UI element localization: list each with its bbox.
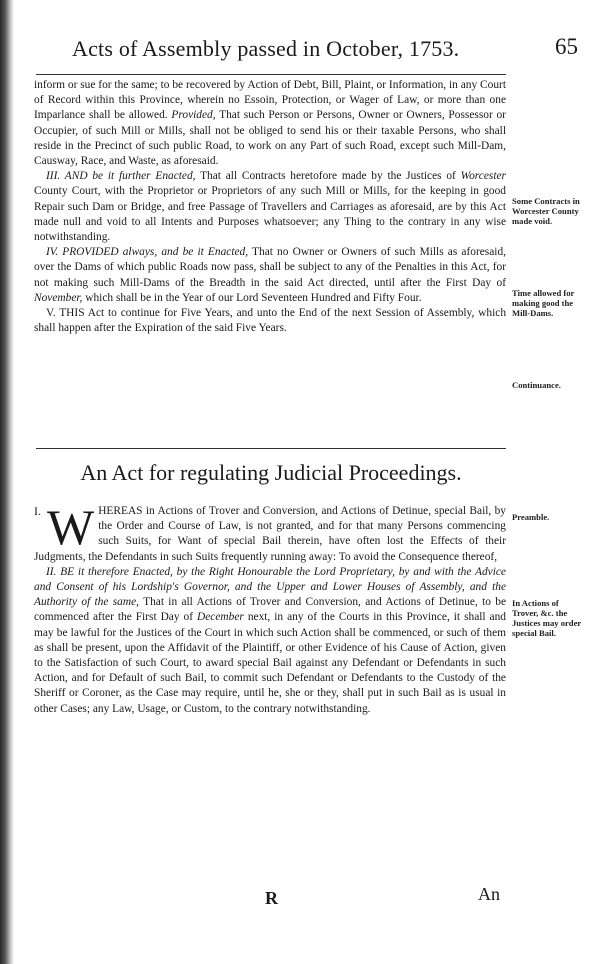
proviso-heading: Provided, [171,109,216,122]
section-divider-rule [36,448,506,449]
paragraph-4: IV. PROVIDED always, and be it Enacted, That no Owner or Owners of such Mills as aforesaid, over the Dams of which public Roads now pass, shall be subject to any of the Penalties in this Act, for not making such Mill-Dams of the Breadth in the said Act directed, until after the First Day of November, which shall be in the Year of our Lord Seventeen Hundred and Fifty Four. [34,246,506,304]
paragraph-5-heading: V. THIS [46,307,85,320]
paragraph-1-number: I. [34,504,41,518]
margin-note-continuance: Continuance. [512,380,561,390]
paragraph-continued: inform or sue for the same; to be recovered by Action of Debt, Bill, Plaint, or Information, in any Court of Record within this Province, wherein no Essoin, Protection, or Wager of Law, or more than one Imparlance shall be allowed. Provided, That such Person or Persons, Owner or Owners, Possessor or Occupier, of such Mill or Mills, shall not be obliged to send his or their taxable Persons, who shall reside in the Precinct of such public Road, to work on any Part of such Road, except such Mill-Dam, Causway, Race, and Waste, as aforesaid. [34,79,506,168]
act-title: An Act for regulating Judicial Proceedings. [80,460,462,485]
page-header [60,32,580,66]
paragraph-4-heading: IV. PROVIDED always, and be it Enacted, [46,246,249,259]
page-binding-edge [0,0,14,964]
paragraph-3: III. AND be it further Enacted, That all Contracts heretofore made by the Justices of Worcester County Court, with the Proprietor or Proprietors of any such Mill or Mills, for the keeping in good Repair such Dam or Bridge, and free Passage of Travellers and Carriages as aforesaid, are by this Act made null and void to all Intents and Purposes whatsoever; any Thing to the contrary in any wise notwithstanding. [34,170,506,244]
header-rule [36,74,506,75]
signature-mark: R [265,888,278,908]
catchword: An [478,884,500,904]
paragraph-5: V. THIS Act to continue for Five Years, and unto the End of the next Session of Assembly, which shall happen after the Expiration of the said Five Years. [34,307,507,335]
running-head: Acts of Assembly passed in October, 1753. [72,36,460,61]
margin-note-trover: In Actions of Trover, &c. the Justices may order special Bail. [512,598,582,638]
paragraph-3-heading: III. AND be it further Enacted, [46,170,196,183]
margin-note-contracts: Some Contracts in Worcester County made void. [512,196,580,226]
paragraph-1: I. W HEREAS in Actions of Trover and Conversion, and Actions of Detinue, special Bail, by the Order and Course of Law, is not granted, and for that many Persons commencing such Suits, for Want of special Bail therein, have often lost the Effects of their Judgments, the Defendants in such Suits frequently running away: To avoid the Consequence thereof, [34,499,506,563]
act-body-text [34,499,506,717]
drop-cap: W [47,499,95,555]
margin-note-preamble: Preamble. [512,512,550,522]
paragraph-2: II. BE it therefore Enacted, by the Right Honourable the Lord Proprietary, by and with the Advice and Consent of his Lordship's Governor, and the Upper and Lower Houses of Assembly, and the Authority of the same, That in all Actions of Trover and Conversion, and Actions of Detinue, to be commenced after the First Day of December next, in any of the Courts in this Province, it shall and may be lawful for the Justices of the Court in which such Action shall be commenced, or such of them as shall be present, upon the Affidavit of the Plaintiff, or other Evidence of his Cause of Action, given to the Satisfaction of such Court, to award special Bail against any Defendant or Defendants in such Action, and for Default of such Bail, to commit such Defendant or Defendants to the Custody of the Sheriff or Coroner, as the Case may require, until he, she or they, shall put in such Bail as is usual in other Cases; any Law, Usage, or Custom, to the contrary notwithstanding. [34,565,506,715]
margin-note-time-allowed: Time allowed for making good the Mill-Dams. [512,288,575,318]
paragraph-2-heading: II. BE it therefore Enacted, by the Right Honourable the Lord Proprietary, by and with the Advice and Consent of his Lordship's Governor, and the Upper and Lower Houses of Assembly, and the Authority of the same, [34,565,506,609]
page-number: 65 [555,34,578,59]
act-continuation-text [34,78,506,336]
